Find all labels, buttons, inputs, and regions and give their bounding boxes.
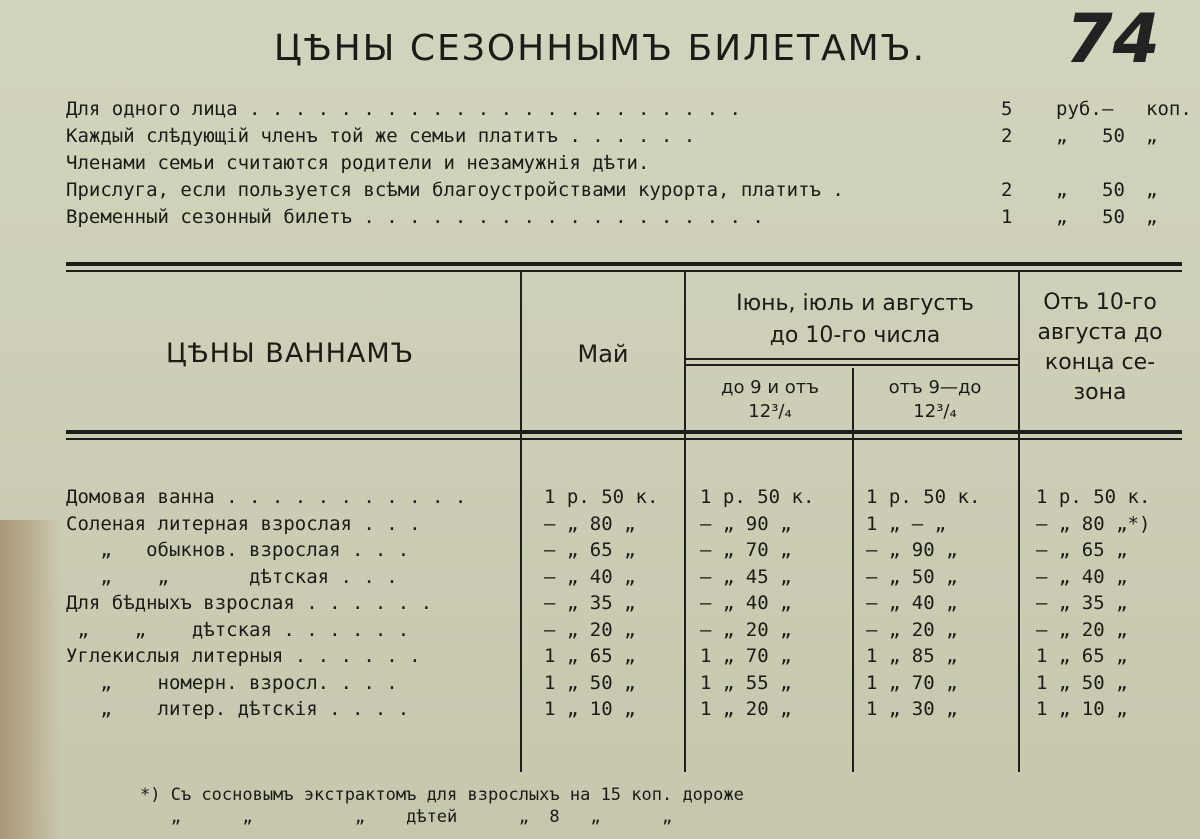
column-header-may: Май [577,340,629,368]
price-may: 1 „ 50 „ [544,671,636,694]
season-ticket-label: Каждый слѣдующій членъ той же семьи платитъ . . . . . . [66,125,696,147]
subcolumn-header-early-late [690,376,850,424]
footnote: *) Съ сосновымъ экстрактомъ для взрослыхъ на 15 коп. дороже [140,785,744,805]
price-summer-peak: — „ 90 „ [866,539,958,561]
column-header-late-line: зона [1073,380,1127,405]
season-ticket-row [66,177,1166,204]
season-ticket-rub-unit: „ [1056,179,1068,201]
table-header-bottom-rule [66,430,1182,434]
price-summer-peak: 1 „ — „ [866,512,947,535]
column-header-late-line: августа до [1037,320,1163,345]
price-summer-offpeak: 1 „ 55 „ [700,671,792,694]
price-summer-offpeak: — „ 70 „ [700,539,792,561]
season-ticket-kop: — [1102,98,1114,120]
footnote: „ „ „ дѣтей „ 8 „ „ [140,807,673,827]
column-header-late-season [1020,288,1180,408]
season-ticket-label: Временный сезонный билетъ . . . . . . . . . . . . . . . . . . [66,206,764,228]
subheader-rule [686,358,1018,360]
table-row [66,537,1196,564]
price-may: — „ 65 „ [544,539,636,561]
price-late-season: — „ 65 „ [1036,539,1128,561]
price-summer-peak: 1 „ 85 „ [866,645,958,667]
bath-name: „ литер. дѣтскія . . . . [66,698,410,720]
price-may: 1 р. 50 к. [544,486,659,508]
price-late-season: — „ 80 „*) [1036,512,1151,535]
handwritten-page-number: 74 [1065,0,1160,79]
price-summer-offpeak: — „ 20 „ [700,618,792,641]
season-ticket-label: Прислуга, если пользуется всѣми благоустройствами курорта, платитъ . [66,179,844,201]
price-summer-offpeak: 1 р. 50 к. [700,486,815,508]
subheader-rule [686,364,1018,366]
subcolumn-header-line: отъ 9—до [888,377,982,398]
price-late-season: 1 „ 50 „ [1036,671,1128,694]
season-ticket-note: Членами семьи считаются родители и незамужнія дѣти. [66,152,650,174]
season-ticket-kop-unit: „ [1146,179,1158,201]
table-row [66,670,1196,697]
bath-name: „ „ дѣтская . . . . . . [66,618,410,641]
bath-name: Для бѣдныхъ взрослая . . . . . . [66,592,433,614]
page-title: ЦѢНЫ СЕЗОННЫМЪ БИЛЕТАМЪ. [273,28,927,69]
table-row [66,511,1196,538]
column-header-late-line: конца се- [1044,350,1156,375]
bath-prices-title: ЦѢНЫ ВАННАМЪ [165,338,415,369]
subcolumn-header-line: 12³/₄ [748,401,792,422]
season-ticket-kop-unit: коп. [1146,98,1192,120]
footnotes [140,784,744,828]
season-ticket-rub-unit: руб. [1056,98,1102,120]
price-summer-peak: 1 „ 70 „ [866,671,958,694]
price-summer-offpeak: — „ 45 „ [700,565,792,588]
season-ticket-list [66,96,1192,231]
price-may: — „ 20 „ [544,618,636,641]
table-header-bottom-rule-thin [66,438,1182,440]
price-summer-peak: — „ 20 „ [866,618,958,641]
table-row [66,696,1196,723]
season-ticket-rub: 2 [1001,125,1013,147]
bath-name: „ номерн. взросл. . . . [66,671,398,694]
season-ticket-rub: 2 [1001,179,1013,201]
price-late-season: — „ 35 „ [1036,592,1128,614]
season-ticket-kop: 50 [1102,125,1125,147]
price-may: — „ 40 „ [544,565,636,588]
table-row [66,617,1196,644]
price-late-season: 1 р. 50 к. [1036,486,1151,508]
table-row [66,590,1196,617]
season-ticket-rub: 5 [1001,98,1013,120]
price-late-season: 1 „ 10 „ [1036,698,1128,720]
season-ticket-rub-unit: „ [1056,125,1068,147]
price-summer-offpeak: — „ 40 „ [700,592,792,614]
bath-name: „ обыкнов. взрослая . . . [66,539,410,561]
bath-name: Соленая литерная взрослая . . . [66,512,421,535]
season-ticket-kop: 50 [1102,206,1125,228]
season-ticket-row [66,204,1166,231]
subcolumn-header-midday [855,376,1015,424]
subcolumn-header-line: 12³/₄ [913,401,957,422]
bath-name: „ „ дѣтская . . . [66,565,398,588]
season-ticket-label: Для одного лица . . . . . . . . . . . . . . . . . . . . . . [66,98,741,120]
price-late-season: — „ 40 „ [1036,565,1128,588]
season-ticket-row [66,123,1166,150]
season-ticket-kop-unit: „ [1146,125,1158,147]
subcolumn-header-line: до 9 и отъ [721,377,819,398]
column-header-summer-line: Іюнь, іюль и августъ [736,291,974,316]
table-top-rule [66,262,1182,266]
season-ticket-kop-unit: „ [1146,206,1158,228]
price-may: — „ 35 „ [544,592,636,614]
column-header-late-line: Отъ 10-го [1043,290,1157,315]
price-summer-peak: 1 р. 50 к. [866,486,981,508]
season-ticket-row [66,96,1192,123]
price-late-season: — „ 20 „ [1036,618,1128,641]
season-ticket-row [66,150,1166,177]
price-may: — „ 80 „ [544,512,636,535]
price-summer-offpeak: — „ 90 „ [700,512,792,535]
season-ticket-kop: 50 [1102,179,1125,201]
bath-prices-body [66,484,1196,723]
price-summer-offpeak: 1 „ 20 „ [700,698,792,720]
price-summer-peak: — „ 40 „ [866,592,958,614]
price-may: 1 „ 10 „ [544,698,636,720]
price-summer-peak: 1 „ 30 „ [866,698,958,720]
table-row [66,484,1196,511]
season-ticket-rub-unit: „ [1056,206,1068,228]
table-top-rule-thin [66,270,1182,272]
column-header-summer [690,288,1020,352]
bath-name: Углекислыя литерныя . . . . . . [66,645,421,667]
price-summer-offpeak: 1 „ 70 „ [700,645,792,667]
column-header-summer-line: до 10-го числа [769,323,941,348]
bath-name: Домовая ванна . . . . . . . . . . . [66,486,467,508]
price-late-season: 1 „ 65 „ [1036,645,1128,667]
season-ticket-rub: 1 [1001,206,1013,228]
table-row [66,643,1196,670]
paper-stain [0,520,60,839]
price-may: 1 „ 65 „ [544,645,636,667]
price-summer-peak: — „ 50 „ [866,565,958,588]
table-row [66,564,1196,591]
